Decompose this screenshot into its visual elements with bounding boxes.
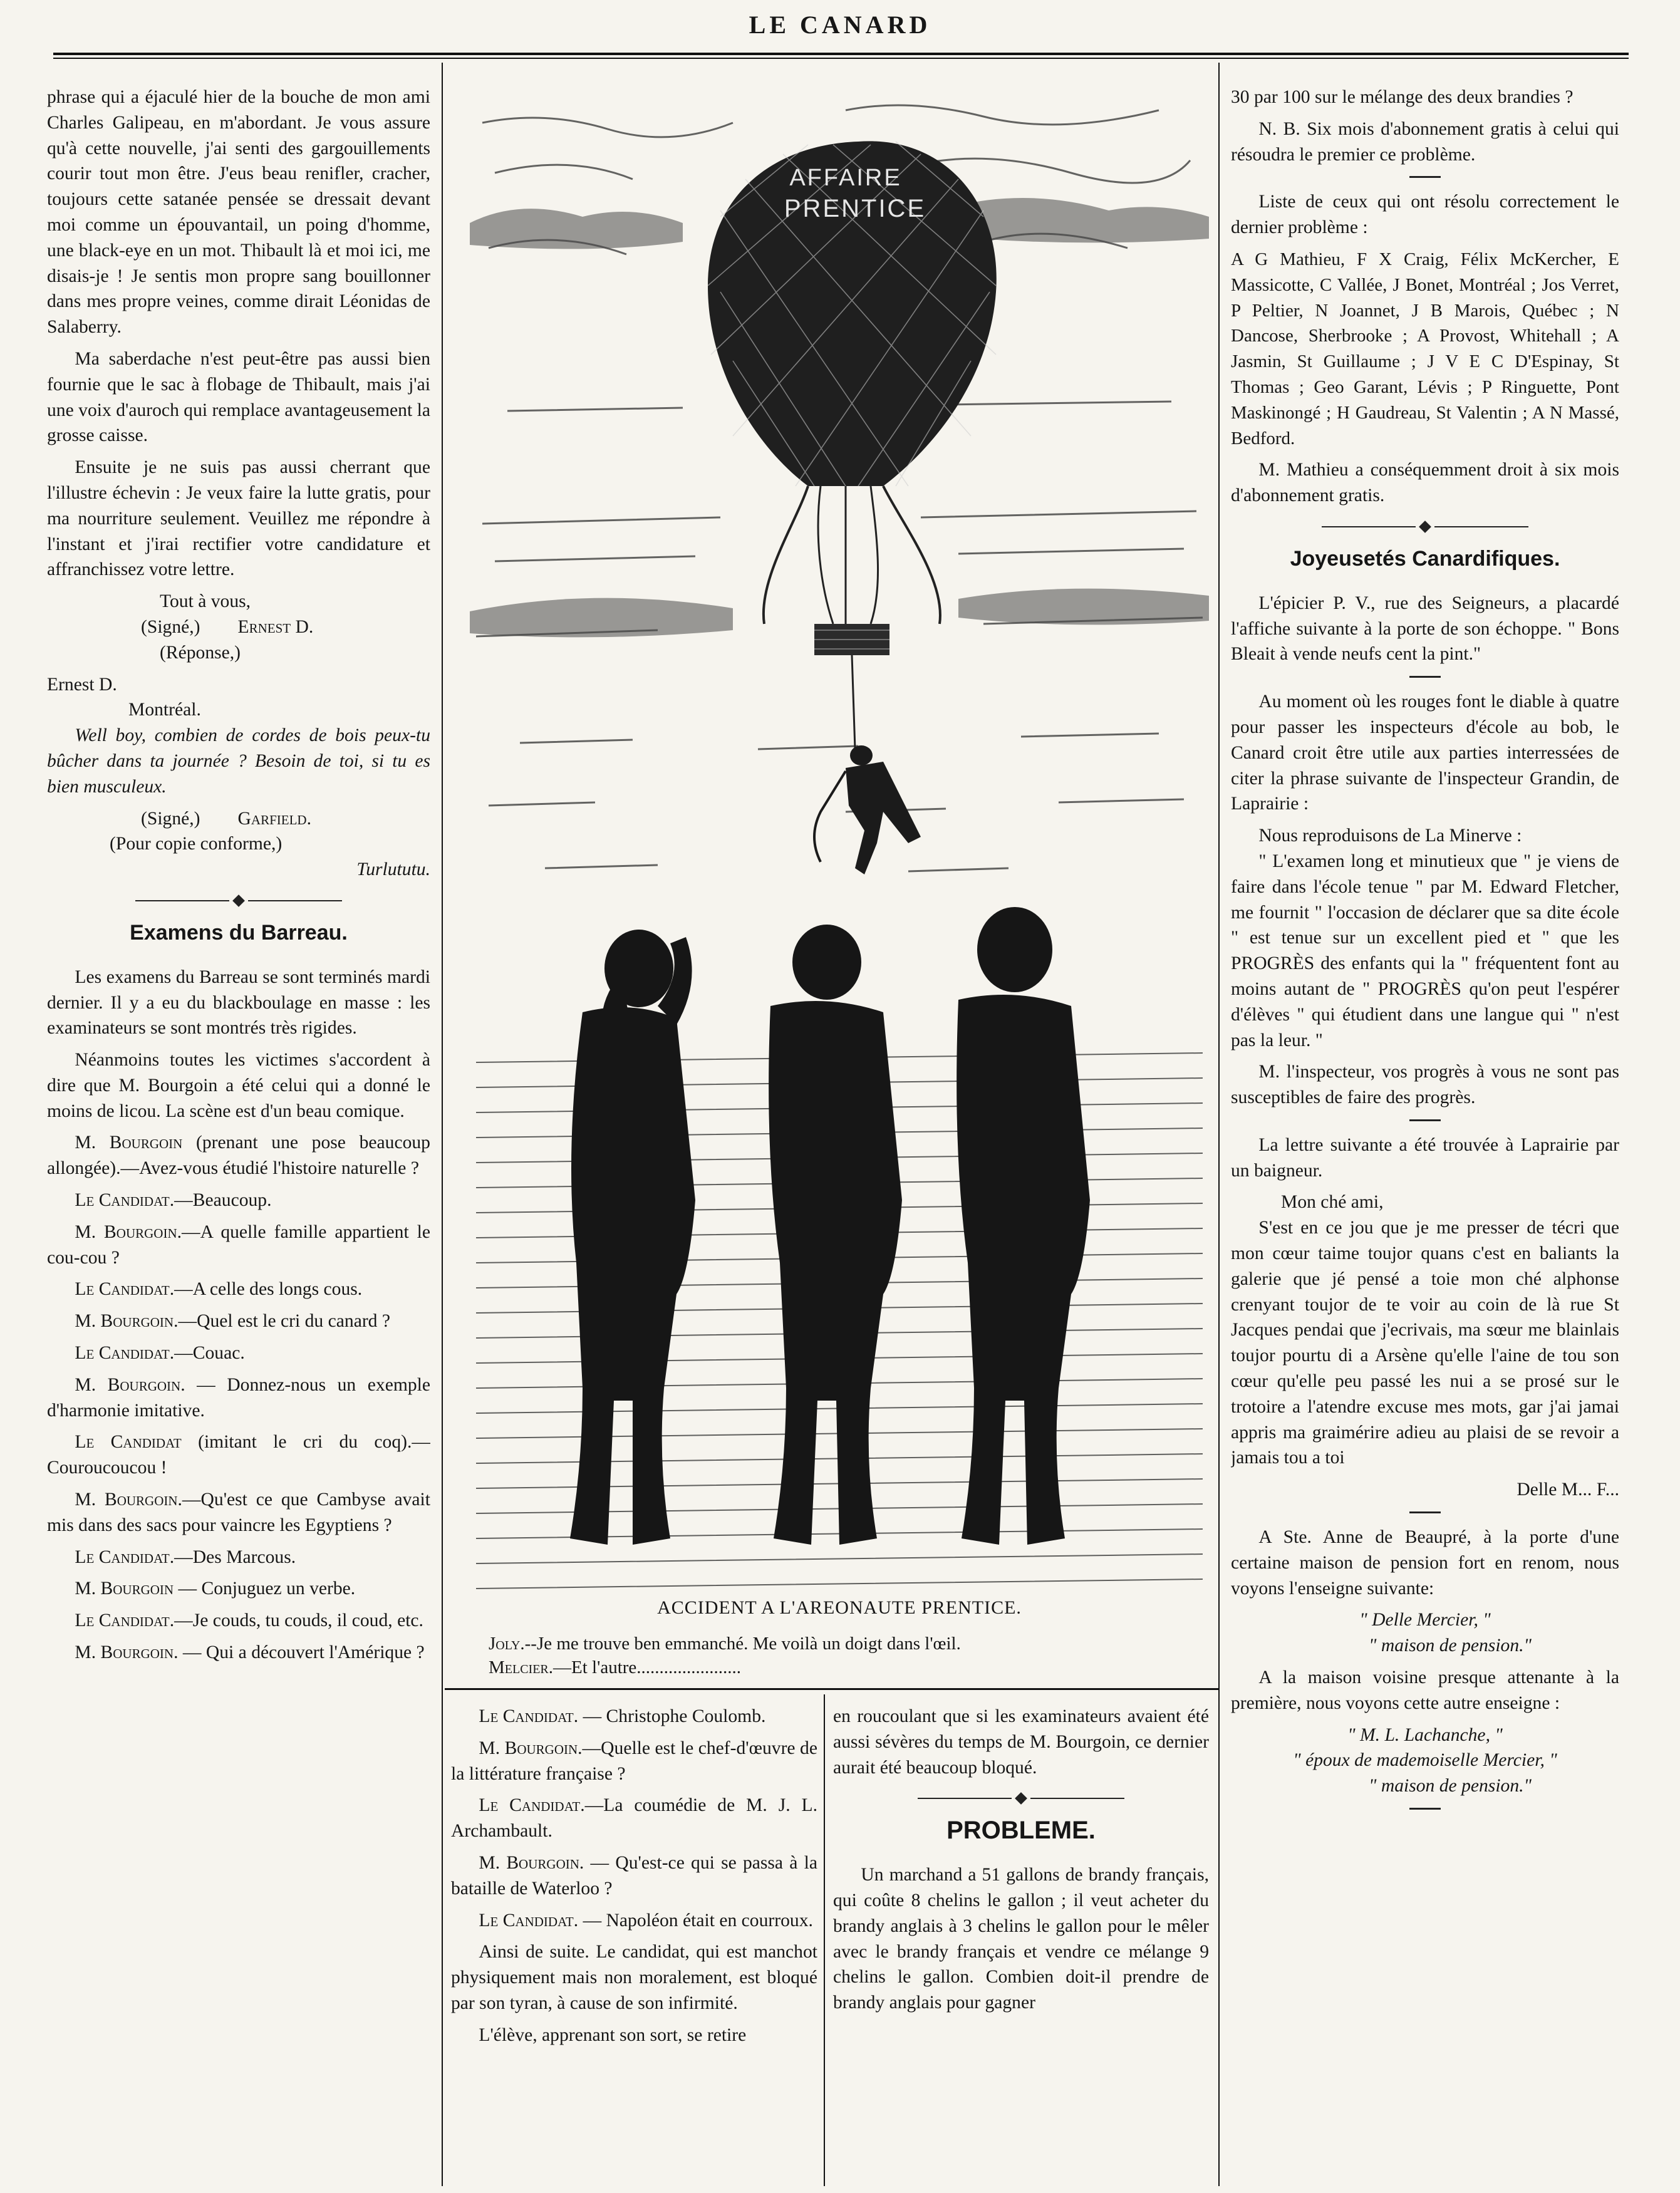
center-right-column [833, 1704, 1209, 2186]
joke-2-conclusion: M. l'inspecteur, vos progrès à vous ne sont pas susceptibles de faire des progrès. [1231, 1062, 1619, 1108]
lead-paragraph-2: Ma saberdache n'est peut-être pas aussi bien fournie que le sac à flobage de Thibault, mais j'ai une voix d'auroch qui remplace avantageusement la grosse caisse. [47, 348, 430, 446]
balloon-label-line2: PRENTICE [784, 195, 926, 222]
ornament-divider [833, 1794, 1209, 1803]
top-rule-thin [53, 58, 1629, 59]
solvers-list: A G Mathieu, F X Craig, Félix McKercher, E Massicotte, C Vallée, J Bonet, Montréal ; Jos Verret, P Peltier, N Joannet, J B Marois, Québec ; N Dancose, Sherbrooke ; A Provost, Whitehall ; A Jasmin, St Guillaume ; J V E C D'Espinay, St Thomas ; Geo Garant, Lévis ; P Ringuette, Pont Maskinongé ; H Gaudreau, St Valentin ; A N Massé, Bedford. [1231, 249, 1619, 448]
figure-joly [570, 930, 695, 1545]
letter-body: S'est en ce jou que je me presser de técri que mon cœur taime toujor quans c'est en baliants la galerie que jé pensé a toie mon ché alphonse crenyant toujor de te voir au coin de là rue St Jacques pendai que j'ecrivais, ma sœur me blainlais toujor pourtu di a Arsène qu'elle l'aine de tou son cœur qu'elle peu passé les nui a se prosé sur le trotoire a l'atendre excuse mes mots, gar j'ai jamai appris ma graimérire adieu au plaisi de se revoir a jamais tou a toi [1231, 1218, 1619, 1468]
sign-2-line-2: " époux de mademoiselle Mercier, " [1293, 1750, 1557, 1771]
dialogue-line: M. Bourgoin. — Qu'est-ce qui se passa à la bataille de Waterloo ? [451, 1852, 817, 1899]
dialogue-line: M. Bourgoin. — Donnez-nous un exemple d'harmonie imitative. [47, 1374, 430, 1421]
dialogue-line: Le Candidat. — Napoléon était en courroux. [479, 1910, 813, 1931]
reponse-label: (Réponse,) [160, 642, 241, 663]
closing: Tout à vous, [160, 591, 251, 612]
center-left-body-1: Ainsi de suite. Le candidat, qui est manchot physiquement mais non moralement, est bloqué par son tyran, à cause de son infirmité. [451, 1942, 817, 2013]
letter-salutation: Mon ché ami, [1281, 1192, 1384, 1213]
sign-2-line-1: " M. L. Lachanche, " [1347, 1724, 1503, 1745]
column-rule-3 [824, 1694, 825, 2186]
sign-2-line-3: " maison de pension." [1369, 1776, 1532, 1796]
left-column [47, 85, 430, 2186]
joke-5: A la maison voisine presque attenante à la première, nous voyons cette autre enseigne : [1231, 1667, 1619, 1713]
dash-divider [1409, 176, 1441, 178]
sign-1-line-2: " maison de pension." [1369, 1636, 1532, 1656]
column-rule-2 [1218, 63, 1220, 2186]
joke-2: Au moment où les rouges font le diable à quatre pour passer les inspecteurs d'école au bob, le Canard croit être utile aux parties interressées de citer la phrase suivante de l'inspecteur Grandin, de Laprairie : [1231, 692, 1619, 814]
joke-2-source: Nous reproduisons de La Minerve : [1258, 826, 1522, 846]
dialogue-line: M. Bourgoin.—Quel est le cri du canard ? [75, 1311, 391, 1332]
dialogue-line: Le Candidat. — Christophe Coulomb. [479, 1706, 766, 1726]
dialogue-line: Le Candidat.—Des Marcous. [75, 1547, 296, 1567]
top-rule [53, 53, 1629, 55]
copie-label: (Pour copie conforme,) [110, 834, 283, 854]
illustration-caption: ACCIDENT A L'AREONAUTE PRENTICE. [657, 1597, 1022, 1618]
dialogue-line: Le Candidat.—A celle des longs cous. [75, 1279, 363, 1300]
dialogue-line: M. Bourgoin.—Quelle est le chef-d'œuvre de la littérature française ? [451, 1738, 817, 1784]
masthead: LE CANARD [749, 11, 931, 39]
inspector-quote: " L'examen long et minutieux que " je viens de faire dans l'école tenue " par M. Edward Fletcher, me fournit " l'occasion de déclarer que sa dite école " est tenue sur un excellent pied et " que les PROGRÈS des enfants qui la " fréquentent font au moins autant de " PROGRÈS qu'on peut l'espérer d'élèves " qui étudient dans une langue qui " n'est pas la leur. " [1231, 851, 1619, 1050]
illustration-bottom-rule [445, 1688, 1218, 1690]
dialogue-line: Le Candidat (imitant le cri du coq).—Couroucoucou ! [47, 1432, 430, 1478]
signe-label: (Signé,) [141, 616, 200, 637]
column-rule-1 [442, 63, 443, 2186]
dialogue-line: Le Candidat.—Beaucoup. [75, 1190, 272, 1211]
center-left-body-2: L'élève, apprenant son sort, se retire [479, 2025, 747, 2045]
balloon-basket [814, 624, 889, 749]
signer-name-2: Garfield. [237, 808, 311, 829]
caption-dialogue [489, 1632, 1196, 1679]
joke-3: La lettre suivante a été trouvée à Laprairie par un baigneur. [1231, 1134, 1619, 1181]
caption-line-1: Joly.--Je me trouve ben emmanché. Me voilà un doigt dans l'œil. [489, 1634, 961, 1654]
addressee: Ernest D. [47, 674, 117, 695]
dash-divider [1409, 1808, 1441, 1810]
right-continuation: 30 par 100 sur le mélange des deux brandies ? [1231, 87, 1574, 107]
dialogue-line: Le Candidat.—Couac. [75, 1343, 245, 1364]
letter-signature: Delle M... F... [1517, 1480, 1619, 1500]
city: Montréal. [128, 700, 201, 720]
engraving-illustration [470, 85, 1209, 1657]
joyeusetes-heading: Joyeusetés Canardifiques. [1290, 546, 1560, 571]
dialogue-line: M. Bourgoin.—A quelle famille appartient le cou-cou ? [47, 1221, 430, 1268]
reply-paragraph: Well boy, combien de cordes de bois peux-tu bûcher dans ta journée ? Besoin de toi, si tu es bien musculeux. [47, 725, 430, 797]
figure-third [957, 907, 1090, 1545]
dialogue-line: Le Candidat.—Je couds, tu couds, il coud, etc. [75, 1610, 423, 1631]
signer-name: Ernest D. [237, 616, 314, 637]
probleme-body: Un marchand a 51 gallons de brandy français, qui coûte 8 chelins le gallon ; il veut acheter du brandy anglais à 3 chelins le gallon pour le mêler avec le brandy français et vendre ce mélange 9 chelins le gallon. Combien doit-il prendre de brandy anglais pour gagner [833, 1865, 1209, 2013]
list-title: Liste de ceux qui ont résolu correctement le dernier problème : [1231, 192, 1619, 238]
dash-divider [1409, 1511, 1441, 1513]
dash-divider [1409, 1119, 1441, 1121]
examens-body-1: Les examens du Barreau se sont terminés mardi dernier. Il y a eu du blackboulage en masse : les examinateurs se sont montrés très rigides. [47, 967, 430, 1039]
examens-heading: Examens du Barreau. [130, 920, 348, 945]
balloon-label-line1: AFFAIRE [789, 165, 902, 191]
lead-paragraph-3: Ensuite je ne suis pas aussi cherrant que l'illustre échevin : Je veux faire la lutte gratis, pour ma nourriture seulement. Veuillez me répondre à l'instant et j'irai rectifier votre candidature et affranchissez votre lettre. [47, 457, 430, 580]
winner-note: M. Mathieu a conséquemment droit à six mois d'abonnement gratis. [1231, 460, 1619, 506]
center-left-column [451, 1704, 817, 2186]
probleme-heading: PROBLEME. [946, 1817, 1096, 1845]
dash-divider [1409, 676, 1441, 678]
dialogue-line: M. Bourgoin — Conjuguez un verbe. [75, 1579, 356, 1599]
figure-melcier [769, 925, 902, 1545]
joke-4: A Ste. Anne de Beaupré, à la porte d'une certaine maison de pension fort en renom, nous voyons l'enseigne suivante: [1231, 1527, 1619, 1599]
center-right-continuation: en roucoulant que si les examinateurs avaient été aussi sévères du temps de M. Bourgoin, ce dernier aurait été beaucoup bloqué. [833, 1706, 1209, 1778]
caption-line-2: Melcier.—Et l'autre....................... [489, 1657, 742, 1677]
signe-label-2: (Signé,) [141, 808, 200, 829]
lead-paragraph-1: phrase qui a éjaculé hier de la bouche de mon ami Charles Galipeau, en m'abordant. Je vous assure qu'à cette nouvelle, j'ai senti des gargouillements courir tout mon être. J'eus beau renifler, cracher, toujours cette satanée pensée se dressait devant moi comme un épouvantail, un poing d'homme, une black-eye en un mot. Thibault là et moi ici, me disais-je ! Je sentis mon propre sang bouillonner dans mes propre veines, comme dirait Léonidas de Salaberry. [47, 87, 430, 338]
dialogue-line: Le Candidat.—La coumédie de M. J. L. Archambault. [451, 1795, 817, 1842]
right-column [1231, 85, 1619, 2186]
copie-signature: Turlututu. [356, 859, 430, 880]
joke-1: L'épicier P. V., rue des Seigneurs, a placardé l'affiche suivante à la porte de son échoppe. " Bons Bleait à vende neufs cent la pint." [1231, 593, 1619, 665]
ornament-divider [47, 896, 430, 905]
dialogue-line: M. Bourgoin. — Qui a découvert l'Amérique ? [75, 1642, 425, 1663]
signature-line-2 [47, 806, 430, 832]
dialogue-line: M. Bourgoin (prenant une pose beaucoup allongée).—Avez-vous étudié l'histoire naturelle ? [47, 1133, 430, 1179]
dangling-aeronaut [814, 745, 921, 874]
sign-1-line-1: " Delle Mercier, " [1359, 1610, 1491, 1630]
dialogue-line: M. Bourgoin.—Qu'est ce que Cambyse avait mis dans des sacs pour vaincre les Egyptiens ? [47, 1490, 430, 1535]
nb-paragraph: N. B. Six mois d'abonnement gratis à celui qui résoudra le premier ce problème. [1231, 118, 1619, 165]
examens-body-2: Néanmoins toutes les victimes s'accordent à dire que M. Bourgoin a été celui qui a donné le moins de licou. La scène est d'un beau comique. [47, 1050, 430, 1121]
balloon-envelope [708, 141, 997, 624]
ornament-divider [1231, 522, 1619, 531]
signature-line-1 [47, 614, 430, 640]
